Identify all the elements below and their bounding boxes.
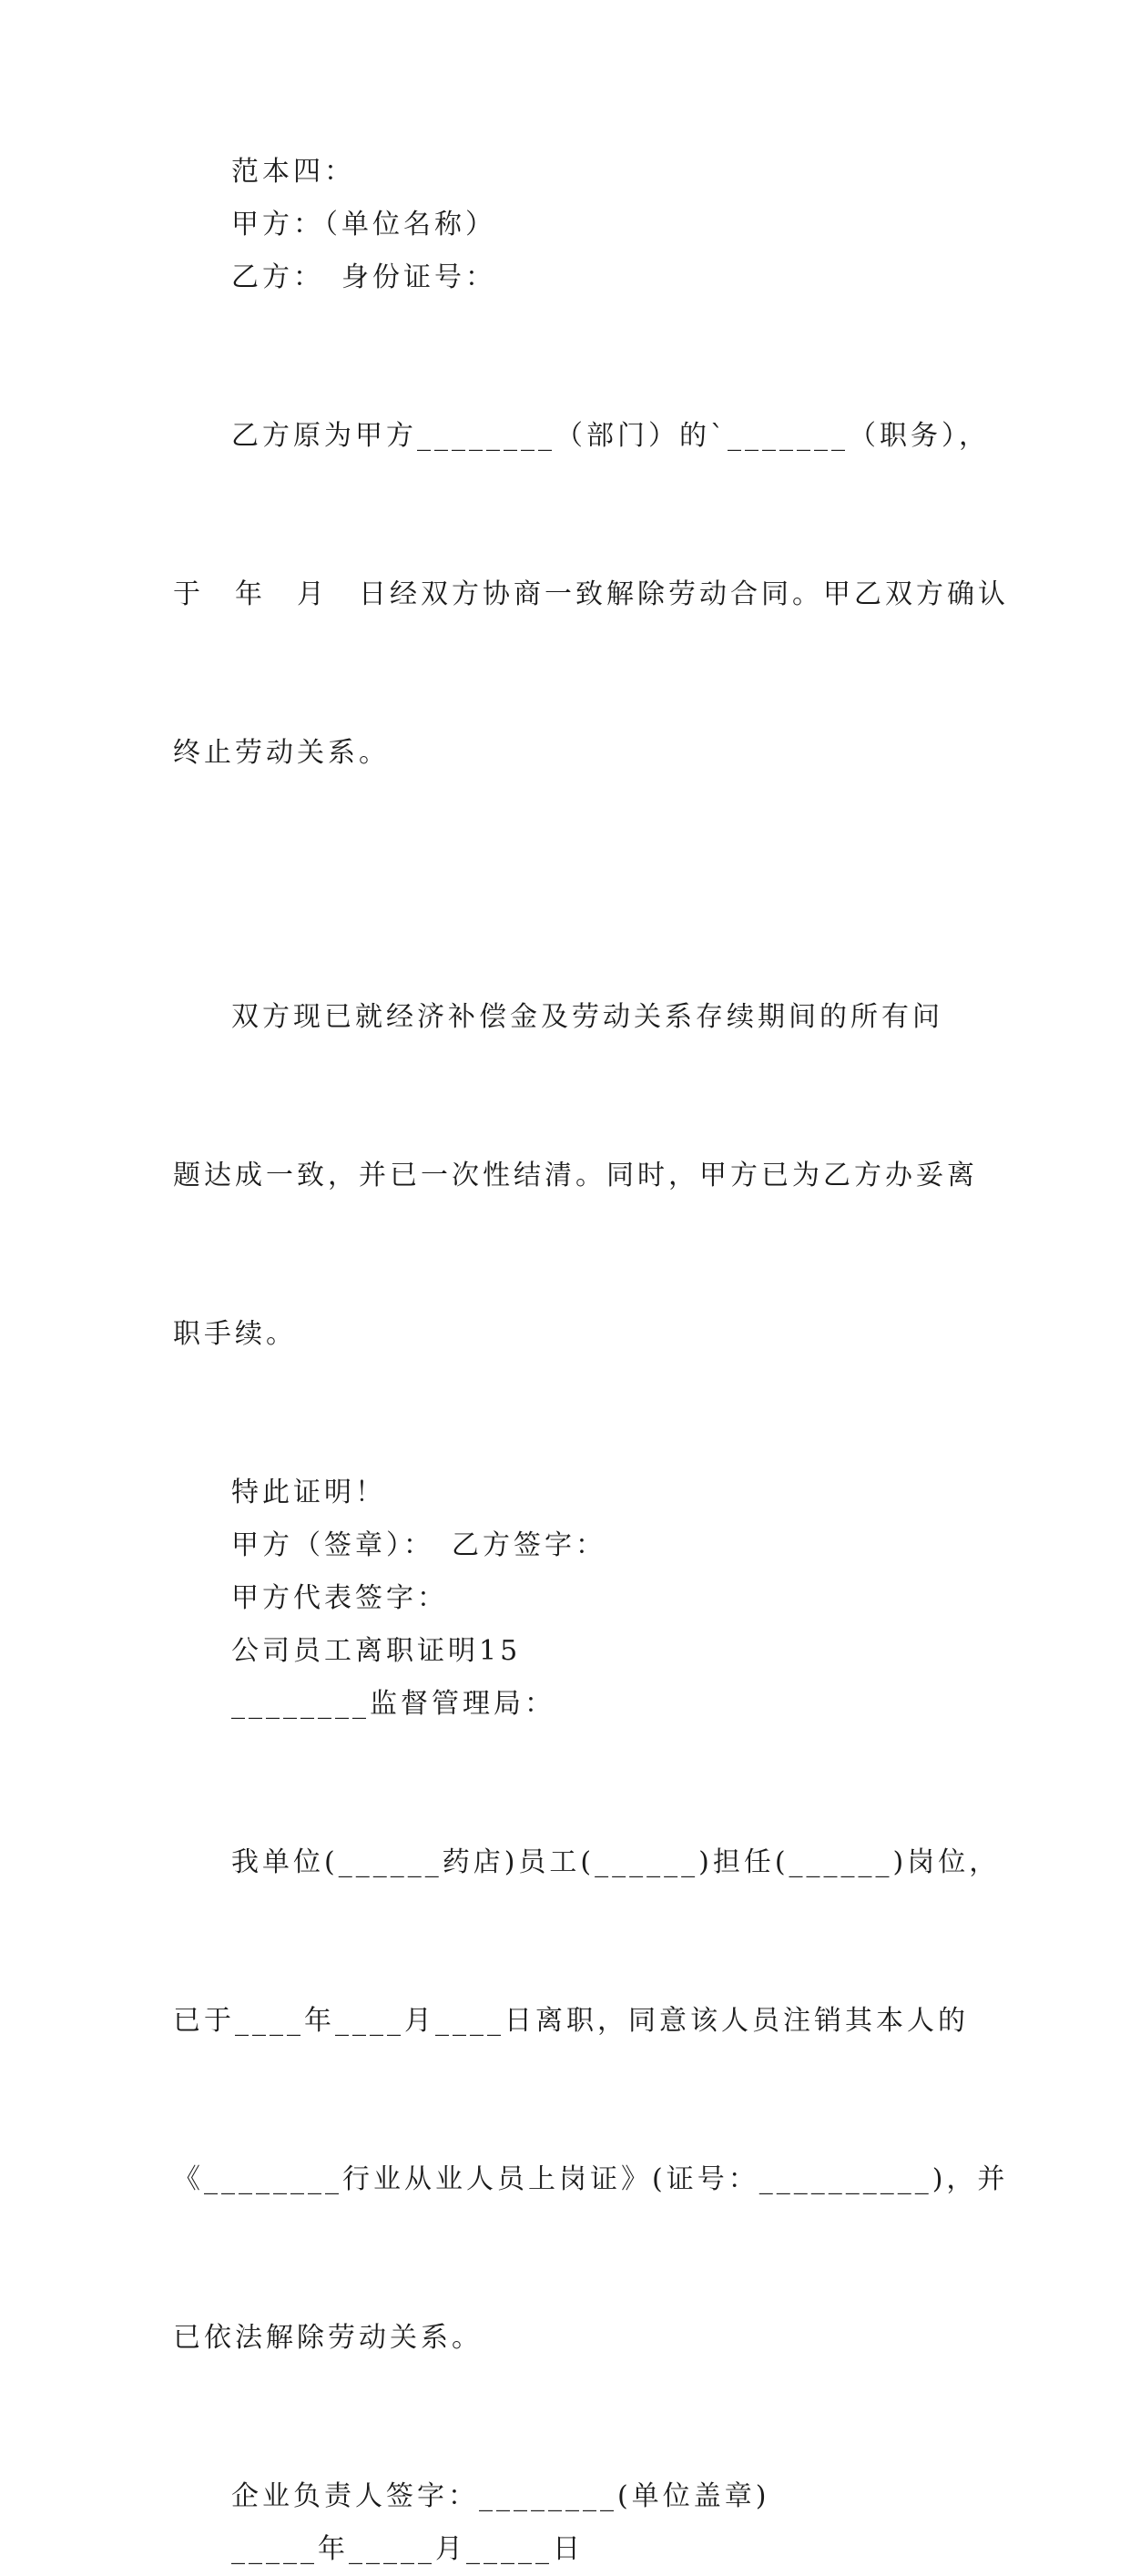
party-b-line: 乙方： 身份证号： — [231, 261, 496, 293]
certification-statement: 特此证明！ — [231, 1477, 386, 1508]
template-heading: 范本四： — [231, 156, 355, 188]
paragraph-line: 双方现已就经济补偿金及劳动关系存续期间的所有问 — [231, 1001, 943, 1033]
responsible-person-signature: 企业负责人签字：________(单位盖章) — [231, 2480, 770, 2512]
paragraph-line: 我单位(______药店)员工(______)担任(______)岗位， — [231, 1846, 1001, 1878]
signature-line-representative: 甲方代表签字： — [231, 1582, 448, 1614]
paragraph-line: 乙方原为甲方________（部门）的`_______（职务）， — [231, 420, 990, 452]
paragraph-resignation — [173, 1731, 1009, 2470]
date-line: _____年_____月_____日 — [231, 2533, 584, 2565]
paragraph-original-position — [173, 304, 1009, 885]
paragraph-line: 终止劳动关系。 — [173, 737, 390, 769]
paragraph-line: 于 年 月 日经双方协商一致解除劳动合同。甲乙双方确认 — [173, 578, 1009, 610]
addressee-line: ________监督管理局： — [231, 1688, 555, 1720]
paragraph-line: 已依法解除劳动关系。 — [173, 2322, 483, 2354]
paragraph-line: 已于____年____月____日离职，同意该人员注销其本人的 — [173, 2005, 969, 2037]
signature-line-parties: 甲方（签章）： 乙方签字： — [231, 1529, 606, 1561]
section-title: 公司员工离职证明15 — [231, 1635, 522, 1667]
paragraph-settlement — [173, 885, 978, 1467]
paragraph-line: 《________行业从业人员上岗证》(证号：__________)，并 — [173, 2163, 1009, 2195]
paragraph-line: 职手续。 — [173, 1318, 297, 1350]
party-a-line: 甲方：（单位名称） — [231, 209, 496, 240]
document-body — [173, 146, 1009, 2576]
paragraph-line: 题达成一致，并已一次性结清。同时，甲方已为乙方办妥离 — [173, 1160, 978, 1191]
